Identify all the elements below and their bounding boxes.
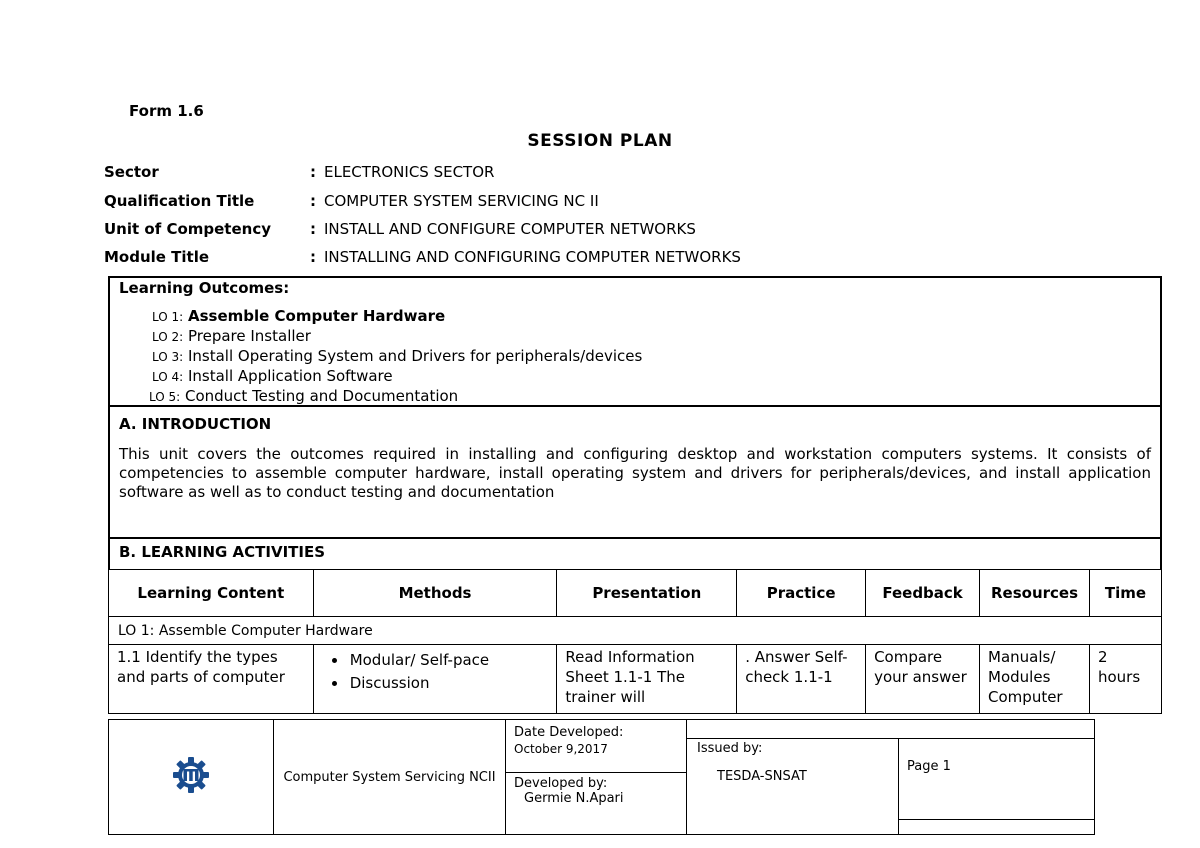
cell-presentation: Read Information Sheet 1.1-1 The trainer will: [557, 645, 737, 714]
gear-logo-icon: [171, 755, 211, 795]
table-header-row: [109, 570, 1162, 617]
meta-value: INSTALL AND CONFIGURE COMPUTER NETWORKS: [324, 220, 696, 238]
methods-list: [322, 649, 549, 695]
lo-text: Prepare Installer: [187, 327, 311, 345]
meta-value: COMPUTER SYSTEM SERVICING NC II: [324, 192, 599, 210]
column-header-resources: Resources: [980, 570, 1090, 617]
footer-course-cell: Computer System Servicing NCII: [274, 720, 506, 835]
meta-label: Module Title: [104, 248, 210, 266]
developed-by-value: Germie N.Apari: [524, 791, 624, 806]
footer-developed-cell: [506, 773, 687, 835]
cell-feedback: Compare your answer: [866, 645, 980, 714]
learning-outcomes-heading: Learning Outcomes:: [119, 279, 290, 297]
developed-by-label: Developed by:: [514, 776, 608, 791]
meta-value: ELECTRONICS SECTOR: [324, 163, 495, 181]
date-developed-label: Date Developed:: [514, 725, 624, 740]
meta-colon: :: [310, 248, 316, 266]
table-row: [109, 617, 1162, 645]
lo-tag: LO 5:: [149, 390, 181, 404]
lo-tag: LO 3:: [152, 350, 184, 364]
lo-text: Install Application Software: [187, 367, 393, 385]
meta-value: INSTALLING AND CONFIGURING COMPUTER NETWORKS: [324, 248, 741, 266]
column-header-methods: Methods: [313, 570, 557, 617]
cell-time: 2 hours: [1089, 645, 1161, 714]
lo-tag: LO 4:: [152, 370, 184, 384]
footer-date-cell: [506, 720, 687, 773]
list-item: • Discussion: [348, 672, 549, 695]
cell-methods: [313, 645, 557, 714]
introduction-body: This unit covers the outcomes required in installing and configuring desktop and workstation computers systems. It consists of competencies to assemble computer hardware, install operating system and drivers for peripherals/devices, and install application software as well as to conduct testing and documentation: [119, 445, 1151, 501]
column-header-time: Time: [1089, 570, 1161, 617]
table-row: [109, 645, 1162, 714]
document-title: SESSION PLAN: [527, 131, 673, 151]
lo-tag: LO 1:: [152, 310, 184, 324]
footer-issued-cell: [687, 739, 899, 835]
learning-activities-section: [108, 537, 1162, 570]
issued-by-label: Issued by:: [697, 741, 763, 756]
footer-logo-cell: [109, 720, 274, 835]
document-footer: [108, 719, 1095, 835]
meta-label: Sector: [104, 163, 159, 181]
lo-tag: LO 2:: [152, 330, 184, 344]
meta-colon: :: [310, 163, 316, 181]
lo-text: Conduct Testing and Documentation: [184, 387, 459, 405]
introduction-heading: A. INTRODUCTION: [119, 415, 272, 433]
column-header-presentation: Presentation: [557, 570, 737, 617]
meta-colon: :: [310, 192, 316, 210]
learning-outcomes-section: [108, 276, 1162, 406]
learning-activities-table: [108, 569, 1162, 714]
cell-resources: Manuals/ Modules Computer: [980, 645, 1090, 714]
footer-empty-cell: [899, 820, 1095, 835]
form-number: Form 1.6: [129, 102, 204, 120]
footer-spacer-cell: [687, 720, 1095, 739]
date-developed-value: October 9,2017: [514, 742, 608, 756]
issued-by-value: TESDA-SNSAT: [717, 769, 807, 784]
cell-practice: . Answer Self-check 1.1-1: [737, 645, 866, 714]
learning-activities-heading: B. LEARNING ACTIVITIES: [119, 543, 326, 561]
list-item: • Modular/ Self-pace: [348, 649, 549, 672]
column-header-learning-content: Learning Content: [109, 570, 314, 617]
learning-outcome-item: [152, 327, 311, 345]
lo-text: Assemble Computer Hardware: [187, 307, 446, 325]
footer-page-cell: Page 1: [899, 739, 1095, 820]
introduction-section: [108, 405, 1162, 538]
meta-label: Qualification Title: [104, 192, 255, 210]
learning-outcome-item: [152, 367, 393, 385]
learning-outcome-item: [152, 347, 642, 365]
learning-outcome-item: [152, 307, 445, 325]
column-header-feedback: Feedback: [866, 570, 980, 617]
lo-row-label: LO 1: Assemble Computer Hardware: [109, 617, 1162, 645]
cell-learning-content: 1.1 Identify the types and parts of computer: [109, 645, 314, 714]
column-header-practice: Practice: [737, 570, 866, 617]
lo-text: Install Operating System and Drivers for peripherals/devices: [187, 347, 643, 365]
meta-label: Unit of Competency: [104, 220, 271, 238]
meta-colon: :: [310, 220, 316, 238]
learning-outcome-item: [149, 387, 458, 405]
